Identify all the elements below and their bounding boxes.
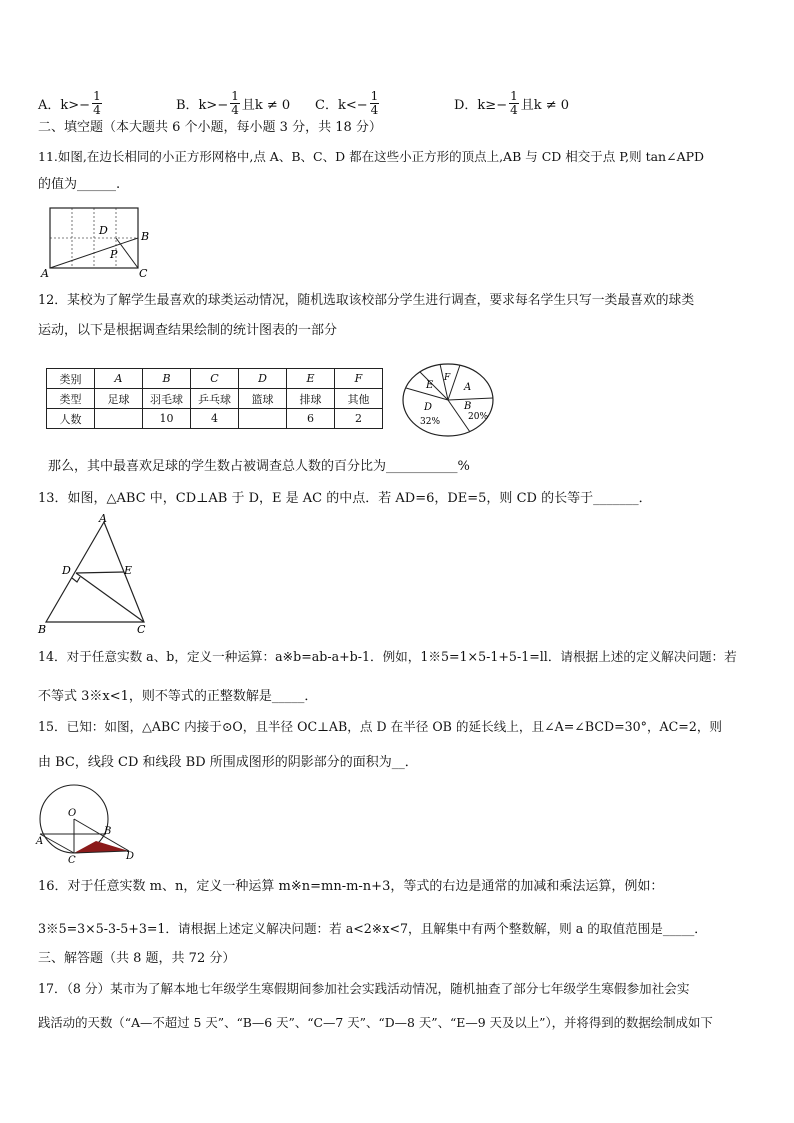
- q14-text-1: 14．对于任意实数 a、b，定义一种运算：a※b=ab-a+b-1．例如，1※5=1×5-1+5-1=ll．请根据上述的定义解决问题：若: [38, 649, 737, 664]
- table-cell: 类别: [47, 369, 95, 389]
- section3-title: 三、解答题（共 8 题，共 72 分）: [38, 951, 236, 966]
- fraction: $\frac{1}{4}$: [370, 89, 379, 117]
- q15-circle-figure: [34, 784, 144, 864]
- label-a: A: [41, 267, 49, 280]
- q11-text-2: 的值为______.: [38, 177, 121, 192]
- q16-text-2: 3※5=3×5-3-5+3=1．请根据上述定义解决问题：若 a<2※x<7，且解集中有两个整数解，则 a 的取值范围是_____．: [38, 921, 707, 936]
- option-d: D．k≥− $\frac{1}{4}$ 且k ≠ 0: [454, 89, 570, 117]
- label-b: B: [104, 826, 112, 837]
- q13-text: 13．如图，△ABC 中，CD⊥AB 于 D，E 是 AC 的中点．若 AD=6，DE=5，则 CD 的长等于_______．: [38, 491, 652, 506]
- table-cell: C: [191, 369, 239, 389]
- q11-grid-figure: [38, 200, 158, 280]
- table-cell: 10: [143, 409, 191, 429]
- q17-text-2: 践活动的天数（“A—不超过 5 天”、“B—6 天”、“C—7 天”、“D—8 天”、“E—9 天及以上”），并将得到的数据绘制成如下: [38, 1015, 713, 1030]
- label-c: C: [137, 623, 146, 636]
- label-b: B: [141, 230, 150, 243]
- q12-text-2: 运动，以下是根据调查结果绘制的统计图表的一部分: [38, 323, 338, 338]
- q12-stat-table: [46, 368, 383, 429]
- q15-text-1: 15．已知：如图，△ABC 内接于⊙O，且半径 OC⊥AB，点 D 在半径 OB 的延长线上，且∠A=∠BCD=30°，AC=2，则: [38, 719, 723, 734]
- table-cell: 4: [191, 409, 239, 429]
- table-cell: 乒乓球: [191, 389, 239, 409]
- table-cell: 6: [287, 409, 335, 429]
- option-a: A．k>− $\frac{1}{4}$: [38, 89, 101, 117]
- label-d: D: [62, 564, 71, 577]
- label-a: A: [99, 512, 107, 525]
- q12-pie-chart: [400, 360, 500, 440]
- pie-label-f: F: [444, 373, 451, 383]
- q16-text-1: 16．对于任意实数 m、n，定义一种运算 m※n=mn-m-n+3，等式的右边是通常的加减和乘法运算，例如：: [38, 879, 664, 894]
- q14-text-2: 不等式 3※x<1，则不等式的正整数解是_____．: [38, 689, 318, 704]
- option-b: B．k>− $\frac{1}{4}$ 且k ≠ 0: [176, 89, 291, 117]
- table-cell: 类型: [47, 389, 95, 409]
- pie-label-b: B: [464, 401, 472, 412]
- table-cell: E: [287, 369, 335, 389]
- q12-text-3: 那么，其中最喜欢足球的学生数占被调查总人数的百分比为___________%: [48, 459, 470, 474]
- pie-label-e: E: [426, 380, 434, 391]
- label-p: P: [110, 248, 118, 261]
- label-o: O: [68, 808, 77, 819]
- table-cell: A: [95, 369, 143, 389]
- label-a: A: [36, 836, 44, 847]
- table-cell: 羽毛球: [143, 389, 191, 409]
- table-cell: D: [239, 369, 287, 389]
- label-e: E: [124, 564, 133, 577]
- q13-triangle-figure: [36, 510, 156, 636]
- table-row: [47, 389, 383, 409]
- fraction: $\frac{1}{4}$: [93, 89, 101, 117]
- pie-pct-d: 32%: [420, 417, 441, 427]
- label-d: D: [126, 851, 135, 862]
- q11-text-1: 11.如图,在边长相同的小正方形网格中,点 A、B、C、D 都在这些小正方形的顶点上,AB 与 CD 相交于点 P,则 tan∠APD: [38, 149, 705, 164]
- table-cell: 篮球: [239, 389, 287, 409]
- option-c: C．k<− $\frac{1}{4}$: [315, 89, 379, 117]
- pie-pct-b: 20%: [468, 412, 489, 422]
- table-cell: 排球: [287, 389, 335, 409]
- fraction: $\frac{1}{4}$: [231, 89, 239, 117]
- table-row: [47, 369, 383, 389]
- q15-text-2: 由 BC，线段 CD 和线段 BD 所围成图形的阴影部分的面积为__．: [38, 755, 418, 770]
- table-cell: [95, 409, 143, 429]
- table-cell: B: [143, 369, 191, 389]
- table-cell: 足球: [95, 389, 143, 409]
- q17-text-1: 17．（8 分）某市为了解本地七年级学生寒假期间参加社会实践活动情况，随机抽查了部分七年级学生寒假参加社会实: [38, 981, 690, 996]
- fraction: $\frac{1}{4}$: [510, 89, 518, 117]
- label-c: C: [68, 855, 76, 864]
- label-d: D: [99, 224, 108, 237]
- q12-text-1: 12．某校为了解学生最喜欢的球类运动情况，随机选取该校部分学生进行调查，要求每名学生只写一类最喜欢的球类: [38, 293, 695, 308]
- label-c: C: [139, 267, 148, 280]
- pie-label-a: A: [464, 382, 472, 393]
- table-cell: F: [335, 369, 383, 389]
- table-cell: 其他: [335, 389, 383, 409]
- table-cell: 2: [335, 409, 383, 429]
- table-cell: [239, 409, 287, 429]
- table-row: [47, 409, 383, 429]
- label-b: B: [38, 623, 47, 636]
- section2-title: 二、填空题（本大题共 6 个小题，每小题 3 分，共 18 分）: [38, 120, 382, 135]
- table-cell: 人数: [47, 409, 95, 429]
- pie-label-d: D: [424, 402, 433, 413]
